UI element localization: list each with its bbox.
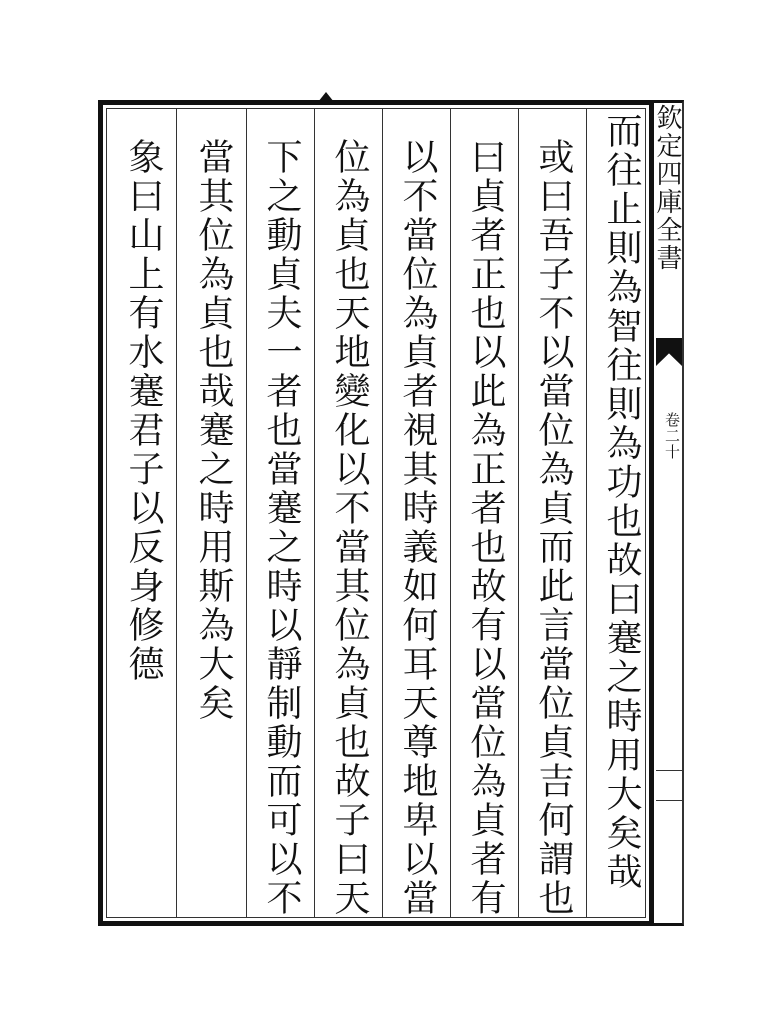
- column-separator: [450, 108, 451, 918]
- text-column-8: 象曰山上有水蹇君子以反身修德: [123, 138, 164, 684]
- text-column-1: 而往止則為智往則為功也故曰蹇之時用大矣哉: [601, 112, 642, 892]
- text-column-3: 曰貞者正也以此為正者也故有以當位為貞者有: [465, 138, 506, 918]
- book-title: 欽定四庫全書: [652, 104, 682, 272]
- volume-label: 卷二十: [663, 412, 681, 460]
- text-column-7: 當其位為貞也哉蹇之時用斯為大矣: [193, 138, 234, 723]
- text-column-4: 以不當位為貞者視其時義如何耳天尊地卑以當: [397, 138, 438, 918]
- column-separator: [382, 108, 383, 918]
- text-column-6: 下之動貞夫一者也當蹇之時以靜制動而可以不: [261, 138, 302, 918]
- margin-tick: [656, 800, 682, 801]
- column-separator: [176, 108, 177, 918]
- margin-tick: [656, 770, 682, 771]
- column-separator: [586, 108, 587, 918]
- column-separator: [518, 108, 519, 918]
- column-separator: [314, 108, 315, 918]
- column-separator: [246, 108, 247, 918]
- text-column-5: 位為貞也天地變化以不當其位為貞也故子曰天: [329, 138, 370, 918]
- text-column-2: 或曰吾子不以當位為貞而此言當位貞吉何謂也: [533, 138, 574, 918]
